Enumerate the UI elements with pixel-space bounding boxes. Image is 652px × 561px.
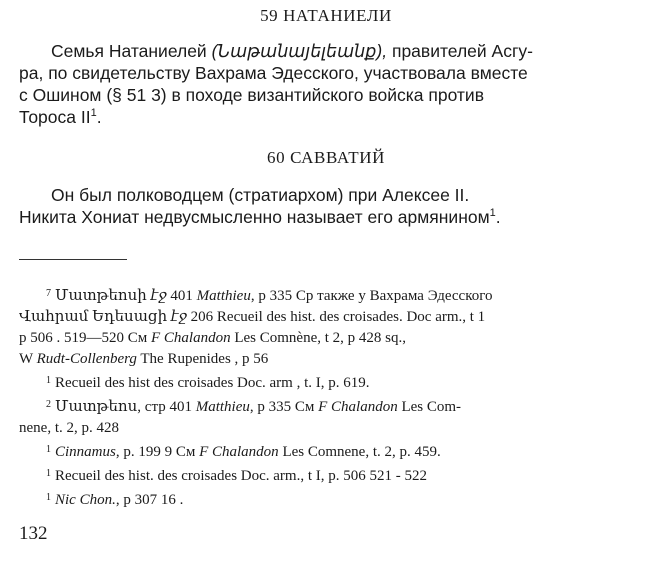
- footnote-line: [19, 349, 631, 370]
- footnote-text: , p 335 Ср также у Вахрама Эдесского: [250, 288, 493, 304]
- paragraph-line: Никита Хониат недвусмысленно называет его армянином$^1$.: [19, 207, 501, 227]
- footnote-line: [19, 370, 631, 394]
- footnote-mark: 1: [46, 444, 51, 455]
- footnote-mark: 2: [46, 399, 51, 410]
- footnote-text: p 506 . 519—520 См: [19, 330, 151, 346]
- footnote-mark: 1: [46, 492, 51, 503]
- footnote-text: Cinnamus: [55, 444, 116, 460]
- section-heading-60: 60 САВВАТИЙ: [267, 148, 385, 167]
- footnote-text: Rudt-Collenberg: [36, 351, 137, 367]
- footnote-text: 206 Recueil des hist. des croisades. Doc arm., t 1: [186, 309, 486, 325]
- footnote-text: , p 335 См: [249, 399, 319, 415]
- footnote-line: [19, 328, 631, 349]
- footnote-line: [19, 307, 631, 328]
- footnote-text: F Chalandon: [199, 444, 279, 460]
- footnote-line: [19, 439, 631, 463]
- footnote-divider: [19, 259, 127, 260]
- paragraph-line: с Ошином (§ 51 3) в походе византийского войска против: [19, 85, 485, 105]
- footnote-text: Les Com-: [397, 399, 462, 415]
- paragraph-line: ра, по свидетельству Вахрама Эдесского, участвовала вместе: [19, 63, 528, 83]
- footnote-text: Nic Chon.: [55, 492, 116, 508]
- footnote-text: nene, t. 2, p. 428: [19, 420, 119, 436]
- footnote-text: 401: [166, 288, 197, 304]
- section-heading-59: 59 НАТАНИЕЛИ: [260, 6, 392, 25]
- footnote-mark: 7: [46, 288, 51, 299]
- footnote-text: , p. 199 9 См: [115, 444, 200, 460]
- footnote-text: էջ: [150, 288, 167, 304]
- footnote-line: [19, 463, 631, 487]
- footnote-reference: 1: [489, 207, 496, 220]
- footnote-text: .: [175, 492, 184, 508]
- page-number: 132: [19, 523, 48, 544]
- footnote-text: , p 307 16: [115, 492, 176, 508]
- footnote-text: F Chalandon: [151, 330, 231, 346]
- paragraph-section-60: [19, 184, 635, 228]
- footnote-text: էջ: [170, 309, 187, 325]
- footnote-line: [19, 283, 631, 307]
- paragraph-line: Тороса $II^1$.: [19, 107, 102, 127]
- footnote-text: Մատթեոս, стр 401: [55, 399, 196, 415]
- footnote-text: Les Comnene, t. 2, p. 459.: [278, 444, 441, 460]
- footnote-text: The Rupenides , p 56: [136, 351, 269, 367]
- footnote-line: [19, 394, 631, 418]
- footnote-text: W: [19, 351, 37, 367]
- footnotes: [19, 283, 631, 511]
- footnote-mark: 1: [46, 375, 51, 386]
- footnote-text: Matthieu: [196, 288, 251, 304]
- footnote-line: [19, 487, 631, 511]
- footnote-mark: 1: [46, 468, 51, 479]
- footnote-text: Մատթեոսի: [55, 288, 151, 304]
- footnote-text: Recueil des hist des croisades Doc. arm , t. I, p. 619.: [55, 375, 370, 391]
- footnote-text: Matthieu: [195, 399, 250, 415]
- footnote-text: Recueil des hist. des croisades Doc. arm., t I, p. 506 521 - 522: [55, 468, 428, 484]
- footnote-text: F Chalandon: [318, 399, 398, 415]
- footnote-line: [19, 418, 631, 439]
- paragraph-line: Он был полководцем (стратиархом) при Алексее II.: [51, 185, 470, 205]
- footnote-reference: 1: [90, 107, 97, 120]
- footnote-text: Վահրամ Եդեսացի: [19, 309, 171, 325]
- paragraph-section-59: [19, 40, 635, 128]
- footnote-text: Les Comnène, t 2, p 428 sq.,: [230, 330, 406, 346]
- paragraph-line: Семья Натаниелей (Նաթանայելեանք), правителей Асгу-: [51, 41, 533, 61]
